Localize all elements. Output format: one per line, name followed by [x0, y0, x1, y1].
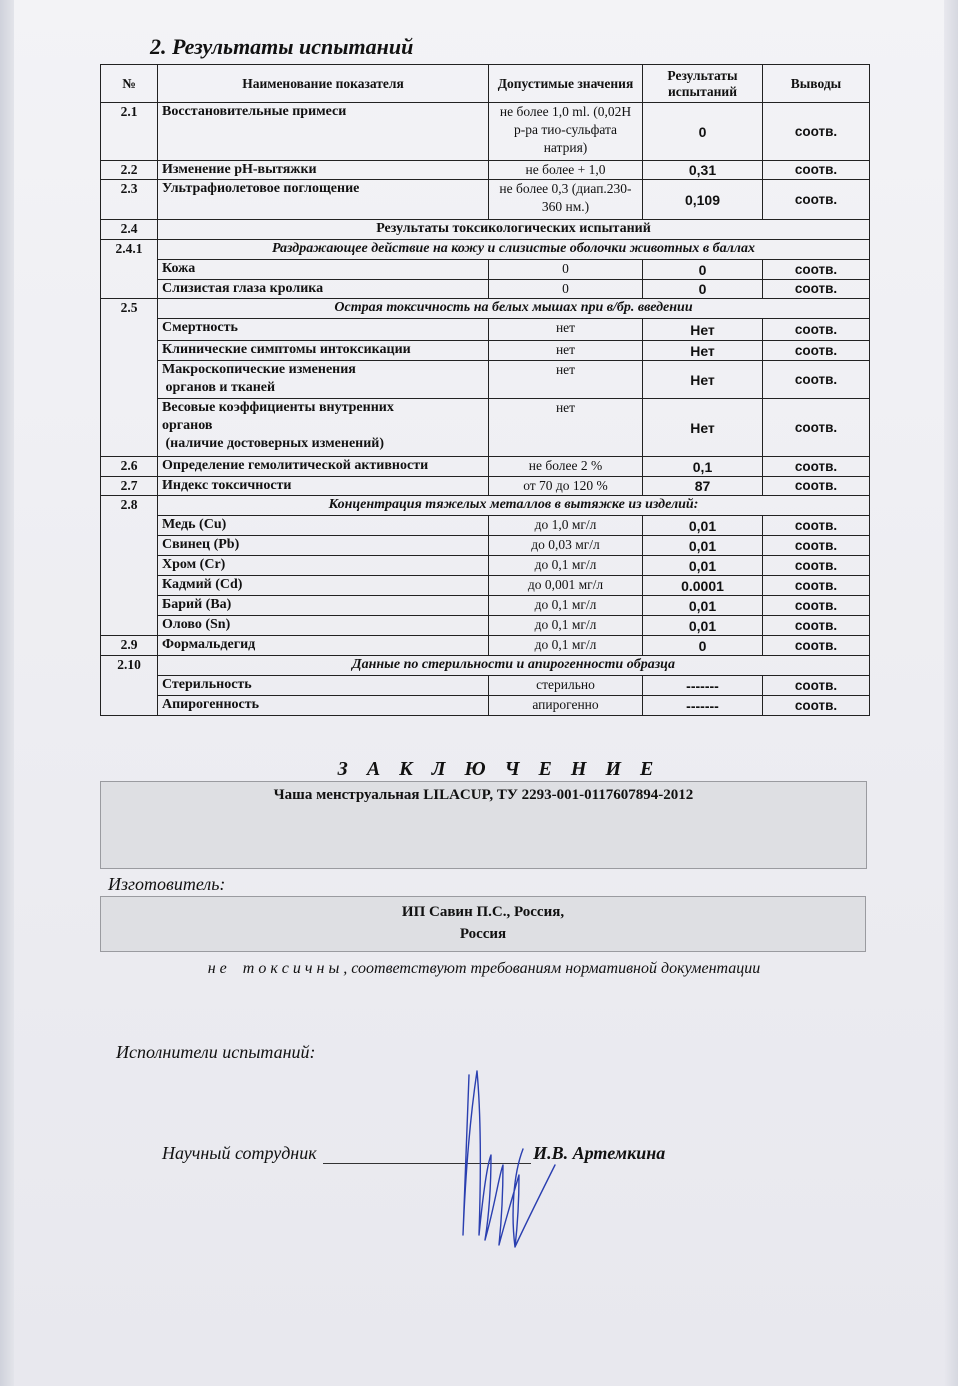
row-result: Нет — [643, 399, 763, 457]
row-result: 0.0001 — [643, 576, 763, 596]
row-conclusion: соотв. — [763, 161, 870, 180]
table-row — [101, 457, 870, 477]
performers-label: Исполнители испытаний: — [116, 1042, 316, 1062]
row-result: Нет — [643, 341, 763, 361]
row-allowed: нет — [489, 341, 643, 361]
row-name-line: Весовые коэффициенты внутренних — [162, 400, 394, 415]
row-result: 0 — [643, 103, 763, 161]
row-result: Нет — [643, 319, 763, 341]
row-number: 2.1 — [101, 103, 158, 161]
row-result: 0 — [643, 280, 763, 299]
table-section-row — [101, 656, 870, 676]
table-row — [101, 280, 870, 299]
row-number-empty — [101, 361, 158, 399]
row-number: 2.8 — [101, 496, 158, 516]
row-name: Восстановительные примеси — [158, 103, 489, 161]
row-name: Смертность — [158, 319, 489, 341]
table-row — [101, 180, 870, 220]
row-name: Барий (Ba) — [158, 596, 489, 616]
signer-position: Научный сотрудник — [162, 1143, 317, 1163]
row-name: Кожа — [158, 260, 489, 280]
row-conclusion: соотв. — [763, 180, 870, 220]
row-number: 2.3 — [101, 180, 158, 220]
row-allowed: нет — [489, 399, 643, 457]
row-name: Олово (Sn) — [158, 616, 489, 636]
row-allowed: стерильно — [489, 676, 643, 696]
row-conclusion: соотв. — [763, 457, 870, 477]
row-number-empty — [101, 516, 158, 536]
row-name: Медь (Cu) — [158, 516, 489, 536]
row-name: Слизистая глаза кролика — [158, 280, 489, 299]
subsection-heading: Данные по стерильности и апирогенности образца — [158, 656, 870, 676]
row-conclusion: соотв. — [763, 477, 870, 496]
subsection-heading: Раздражающее действие на кожу и слизистые оболочки животных в баллах — [158, 240, 870, 260]
row-conclusion: соотв. — [763, 341, 870, 361]
row-allowed: от 70 до 120 % — [489, 477, 643, 496]
subsection-heading: Острая токсичность на белых мышах при в/бр. введении — [158, 299, 870, 319]
row-result: 0,01 — [643, 596, 763, 616]
row-allowed: апирогенно — [489, 696, 643, 716]
row-conclusion: соотв. — [763, 636, 870, 656]
row-number-empty — [101, 576, 158, 596]
row-name: Изменение рН-вытяжки — [158, 161, 489, 180]
row-allowed: до 0,1 мг/л — [489, 616, 643, 636]
row-allowed: 0 — [489, 280, 643, 299]
header-results: Результаты испытаний — [643, 65, 763, 103]
table-row — [101, 399, 870, 457]
row-result: 0,109 — [643, 180, 763, 220]
table-row — [101, 676, 870, 696]
table-row — [101, 616, 870, 636]
row-allowed: до 0,1 мг/л — [489, 596, 643, 616]
statement-text: н е т о к с и ч н ы , соответствуют требованиям нормативной документации — [207, 960, 761, 977]
row-number: 2.6 — [101, 457, 158, 477]
row-result: 0,1 — [643, 457, 763, 477]
row-name-line: (наличие достоверных изменений) — [162, 436, 385, 451]
row-name — [158, 399, 489, 457]
conclusion-statement — [0, 960, 958, 978]
row-name-line: органов и тканей — [162, 380, 276, 395]
row-number-empty — [101, 260, 158, 280]
manufacturer-box — [100, 896, 866, 952]
table-header-row — [101, 65, 870, 103]
row-conclusion: соотв. — [763, 260, 870, 280]
row-name: Свинец (Pb) — [158, 536, 489, 556]
row-result: 87 — [643, 477, 763, 496]
manufacturer-label: Изготовитель: — [108, 874, 226, 894]
row-allowed: не более 1,0 ml. (0,02Н р-ра тио-сульфата натрия) — [489, 103, 643, 161]
row-allowed: не более 2 % — [489, 457, 643, 477]
row-number-empty — [101, 676, 158, 696]
row-conclusion: соотв. — [763, 319, 870, 341]
row-name-line: Макроскопические изменения — [162, 362, 356, 377]
manufacturer-line: ИП Савин П.С., Россия, — [401, 904, 565, 920]
row-result: ------- — [643, 696, 763, 716]
table-row — [101, 319, 870, 341]
subsection-heading: Концентрация тяжелых металлов в вытяжке из изделий: — [158, 496, 870, 516]
header-allowed: Допустимые значения — [489, 65, 643, 103]
table-section-row — [101, 240, 870, 260]
row-result: 0,01 — [643, 616, 763, 636]
row-result: 0,31 — [643, 161, 763, 180]
row-result: ------- — [643, 676, 763, 696]
row-name: Клинические симптомы интоксикации — [158, 341, 489, 361]
row-number-empty — [101, 280, 158, 299]
row-number: 2.7 — [101, 477, 158, 496]
row-number-empty — [101, 556, 158, 576]
row-conclusion: соотв. — [763, 576, 870, 596]
table-row — [101, 576, 870, 596]
row-conclusion: соотв. — [763, 696, 870, 716]
row-allowed: не более + 1,0 — [489, 161, 643, 180]
row-allowed: нет — [489, 361, 643, 399]
table-row — [101, 103, 870, 161]
header-no: № — [101, 65, 158, 103]
row-number: 2.4.1 — [101, 240, 158, 260]
row-conclusion: соотв. — [763, 676, 870, 696]
table-row — [101, 477, 870, 496]
row-result: 0 — [643, 636, 763, 656]
row-conclusion: соотв. — [763, 556, 870, 576]
product-box — [100, 781, 867, 869]
row-name: Кадмий (Cd) — [158, 576, 489, 596]
table-row — [101, 696, 870, 716]
page-edge-right — [944, 0, 958, 1386]
row-result: 0,01 — [643, 556, 763, 576]
row-conclusion: соотв. — [763, 103, 870, 161]
table-row — [101, 516, 870, 536]
row-conclusion: соотв. — [763, 280, 870, 299]
row-conclusion: соотв. — [763, 536, 870, 556]
table-row — [101, 636, 870, 656]
header-conclusions: Выводы — [763, 65, 870, 103]
table-row — [101, 361, 870, 399]
row-allowed: нет — [489, 319, 643, 341]
table-row — [101, 341, 870, 361]
row-result: 0 — [643, 260, 763, 280]
results-table — [100, 64, 870, 716]
row-conclusion: соотв. — [763, 616, 870, 636]
row-allowed: 0 — [489, 260, 643, 280]
row-number-empty — [101, 319, 158, 341]
section-title: 2. Результаты испытаний — [150, 34, 414, 59]
row-name: Хром (Cr) — [158, 556, 489, 576]
page-edge-left — [0, 0, 14, 1386]
row-number-empty — [101, 616, 158, 636]
row-name: Ультрафиолетовое поглощение — [158, 180, 489, 220]
signer-name: И.В. Артемкина — [533, 1143, 666, 1163]
row-conclusion: соотв. — [763, 361, 870, 399]
product-name: Чаша менструальная LILACUP, ТУ 2293-001-0117607894-2012 — [273, 787, 694, 803]
row-allowed: до 0,001 мг/л — [489, 576, 643, 596]
row-name: Индекс токсичности — [158, 477, 489, 496]
row-number-empty — [101, 596, 158, 616]
row-number-empty — [101, 399, 158, 457]
row-number: 2.2 — [101, 161, 158, 180]
row-conclusion: соотв. — [763, 596, 870, 616]
handwritten-signature — [455, 1065, 595, 1255]
row-allowed: до 1,0 мг/л — [489, 516, 643, 536]
row-allowed: до 0,1 мг/л — [489, 636, 643, 656]
table-section-row — [101, 496, 870, 516]
row-conclusion: соотв. — [763, 516, 870, 536]
row-allowed: до 0,1 мг/л — [489, 556, 643, 576]
conclusion-heading: З А К Л Ю Ч Е Н И Е — [337, 758, 661, 780]
table-row — [101, 536, 870, 556]
row-name: Стерильность — [158, 676, 489, 696]
row-name: Апирогенность — [158, 696, 489, 716]
row-result: Нет — [643, 361, 763, 399]
header-name: Наименование показателя — [158, 65, 489, 103]
section-heading: Результаты токсикологических испытаний — [158, 220, 870, 240]
row-number-empty — [101, 696, 158, 716]
row-name: Определение гемолитической активности — [158, 457, 489, 477]
row-number-empty — [101, 536, 158, 556]
table-section-row — [101, 299, 870, 319]
row-conclusion: соотв. — [763, 399, 870, 457]
table-row — [101, 556, 870, 576]
row-number: 2.10 — [101, 656, 158, 676]
row-result: 0,01 — [643, 516, 763, 536]
row-number: 2.9 — [101, 636, 158, 656]
row-name-line: органов — [162, 418, 213, 433]
row-name: Формальдегид — [158, 636, 489, 656]
row-allowed: не более 0,3 (диап.230-360 нм.) — [489, 180, 643, 220]
table-row — [101, 161, 870, 180]
row-allowed: до 0,03 мг/л — [489, 536, 643, 556]
row-number: 2.4 — [101, 220, 158, 240]
row-number-empty — [101, 341, 158, 361]
table-section-row — [101, 220, 870, 240]
table-row — [101, 596, 870, 616]
row-result: 0,01 — [643, 536, 763, 556]
row-name — [158, 361, 489, 399]
manufacturer-country: Россия — [459, 926, 507, 942]
table-row — [101, 260, 870, 280]
row-number: 2.5 — [101, 299, 158, 319]
